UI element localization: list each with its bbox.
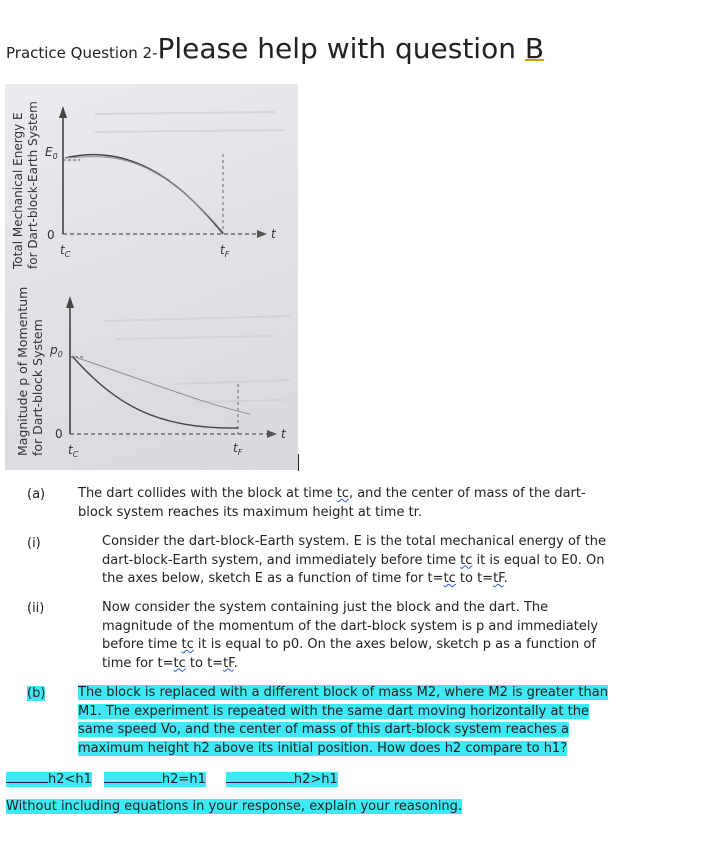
part-i-line3a: the axes below, sketch E as a function of time for t= <box>102 571 444 586</box>
svg-text:tC <box>60 243 71 259</box>
option-h2-greater-text: h2>h1 <box>293 772 338 787</box>
part-a-label: (a) <box>27 487 46 502</box>
bottom-ylabel-2: for Dart-block System <box>30 319 45 456</box>
part-a-line1b: , and the center of mass of the dart- <box>348 486 586 501</box>
part-i-line3b: to t= <box>455 571 494 586</box>
option-h2-greater-blank[interactable] <box>226 768 294 783</box>
part-b-line2: M1. The experiment is repeated with the same dart moving horizontally at the <box>78 703 589 719</box>
top-e0-label: E <box>45 145 53 159</box>
option-h2-equal-blank[interactable] <box>104 768 162 783</box>
top-ylabel-1: Total Mechanical Energy E <box>11 112 25 269</box>
bottom-origin: 0 <box>55 427 63 441</box>
graph-photo-svg <box>5 84 298 470</box>
option-h2-less-text: h2<h1 <box>48 772 92 787</box>
part-ii-line4c: . <box>233 655 238 671</box>
part-i-text <box>102 533 606 589</box>
reasoning-text: Without including equations in your response, explain your reasoning. <box>6 799 463 814</box>
part-ii-tc1: tc <box>181 637 194 652</box>
part-ii-line2: magnitude of the momentum of the dart-block system is p and immediately <box>102 618 599 634</box>
part-i-line1: Consider the dart-block-Earth system. E is the total mechanical energy of the <box>102 534 606 549</box>
part-b-text <box>78 684 608 758</box>
part-a-line1a: The dart collides with the block at time <box>78 486 337 501</box>
top-tf-label: t <box>220 243 225 257</box>
svg-text:p0 <box>49 343 63 359</box>
part-i-tc2: tc <box>443 571 456 586</box>
svg-text:E0 <box>45 145 58 161</box>
part-ii-tc2: tc <box>173 655 186 671</box>
part-i-tc1: tc <box>460 552 473 568</box>
part-i-tf: tF <box>493 571 504 586</box>
part-b-line4: maximum height h2 above its initial position. How does h2 compare to h1? <box>78 740 568 756</box>
bottom-p0-label: p <box>50 343 58 357</box>
part-b-line3: same speed Vo, and the center of mass of this dart-block system reaches a <box>78 722 569 737</box>
bottom-tf-label: t <box>233 441 238 455</box>
part-ii-line4b: to t= <box>185 655 224 671</box>
option-h2-less <box>6 772 92 787</box>
part-ii-line3a: before time <box>102 637 182 652</box>
graph-photo <box>5 84 298 470</box>
bottom-tc-sub: C <box>72 450 79 459</box>
title-prefix: Practice Question 2- <box>6 44 158 62</box>
title-main <box>158 32 545 65</box>
title-main-letter: B <box>524 32 545 65</box>
part-i-line3c: . <box>503 571 508 586</box>
part-a-line2: block system reaches its maximum height at time tr. <box>78 504 422 520</box>
part-b-line1: The block is replaced with a different block of mass M2, where M2 is greater than <box>78 685 608 700</box>
part-a-text <box>78 485 586 522</box>
options-row <box>6 768 338 790</box>
part-b-label <box>27 686 45 701</box>
part-ii-text <box>102 599 598 673</box>
top-ylabel-2: for Dart-block-Earth System <box>26 101 40 269</box>
svg-text:tF <box>233 441 243 457</box>
bottom-ylabel-1: Magnitude p of Momentum <box>15 286 30 456</box>
part-ii-label: (ii) <box>27 601 45 616</box>
top-e0-sub: 0 <box>52 152 58 161</box>
option-h2-equal <box>104 772 206 787</box>
bottom-t-axis: t <box>281 427 286 441</box>
top-t-axis: t <box>271 227 276 241</box>
part-b-label-text: (b) <box>27 686 46 701</box>
svg-text:tF <box>220 243 230 259</box>
part-a-tc: tc <box>336 486 349 501</box>
reasoning-prompt <box>6 798 462 817</box>
part-i-line2b: it is equal to E0. On <box>472 552 605 568</box>
part-ii-tf: tF <box>223 655 234 671</box>
part-ii-line1: Now consider the system containing just the block and the dart. The <box>102 600 549 615</box>
part-i-label: (i) <box>27 536 41 551</box>
part-i-line2a: dart-block-Earth system, and immediately before time <box>102 552 461 568</box>
photo-edge <box>298 454 299 471</box>
title-main-text: Please help with question <box>157 32 525 65</box>
top-tf-sub: F <box>224 250 230 259</box>
page-title <box>6 32 544 65</box>
bottom-tc-label: t <box>68 443 73 457</box>
top-tc-sub: C <box>64 250 71 259</box>
bottom-graph <box>15 287 287 459</box>
top-graph <box>11 101 277 270</box>
bottom-p0-sub: 0 <box>57 350 63 359</box>
top-tc-label: t <box>60 243 65 257</box>
bottom-tf-sub: F <box>237 448 243 457</box>
option-h2-greater <box>226 772 338 787</box>
part-ii-line4a: time for t= <box>102 655 174 671</box>
option-h2-less-blank[interactable] <box>6 768 48 783</box>
option-h2-equal-text: h2=h1 <box>161 772 206 787</box>
part-ii-line3b: it is equal to p0. On the axes below, sketch p as a function of <box>193 637 596 652</box>
top-origin: 0 <box>47 228 55 242</box>
svg-text:tC <box>68 443 79 459</box>
